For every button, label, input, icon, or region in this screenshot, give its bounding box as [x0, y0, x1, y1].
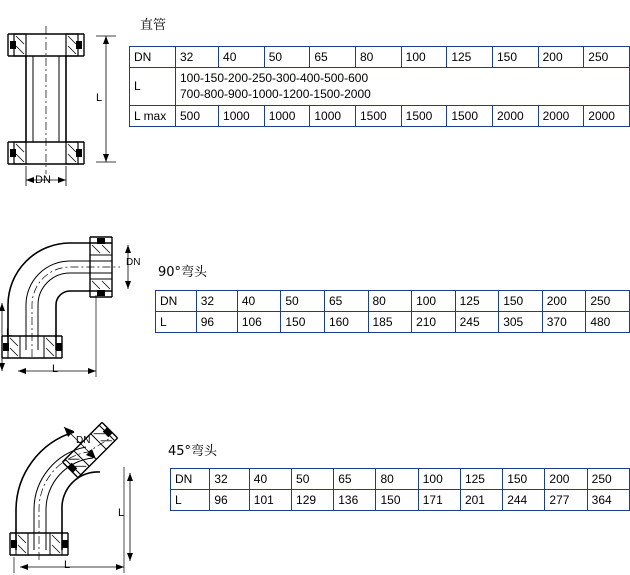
section-title-elbow-90: 90°弯头	[158, 265, 208, 280]
cell-dn-9: 200	[545, 469, 587, 490]
cell-dn-5: 80	[368, 291, 412, 312]
cell-dn-2: 40	[249, 469, 291, 490]
figure-label-length-straight: L	[96, 92, 103, 104]
cell-dn-10: 250	[587, 469, 629, 490]
table-row	[171, 469, 630, 490]
cell-lmax-4: 1000	[310, 105, 356, 126]
row-label-l: L	[130, 68, 176, 105]
cell-l-8: 244	[503, 490, 545, 511]
figure-label-length-h-elbow-45: L	[64, 559, 71, 571]
cell-l-3: 150	[281, 312, 325, 333]
cell-dn-5: 80	[356, 47, 402, 68]
cell-dn-1: 32	[196, 291, 237, 312]
cell-l-5: 150	[376, 490, 418, 511]
cell-dn-3: 50	[264, 47, 310, 68]
cell-dn-1: 32	[210, 469, 249, 490]
table-elbow-90	[155, 290, 630, 333]
cell-l-ranges-line1: 100-150-200-250-300-400-500-600	[179, 71, 369, 86]
table-elbow-45	[170, 468, 630, 511]
row-label-l: L	[156, 312, 197, 333]
figure-elbow-45	[0, 415, 155, 575]
cell-lmax-1: 500	[175, 105, 218, 126]
cell-dn-4: 65	[324, 291, 368, 312]
table-row	[156, 291, 630, 312]
cell-l-4: 136	[334, 490, 376, 511]
cell-l-8: 305	[499, 312, 543, 333]
cell-l-6: 210	[412, 312, 456, 333]
cell-dn-8: 150	[492, 47, 538, 68]
cell-l-ranges	[175, 68, 629, 105]
figure-label-diameter-elbow-90: DN	[126, 257, 141, 268]
cell-dn-7: 125	[447, 47, 493, 68]
cell-dn-4: 65	[334, 469, 376, 490]
cell-lmax-7: 1500	[447, 105, 493, 126]
cell-l-7: 245	[455, 312, 499, 333]
table-straight-pipe	[129, 46, 630, 127]
cell-dn-8: 150	[499, 291, 543, 312]
figure-label-length-h-elbow-90: L	[52, 363, 59, 375]
section-title-elbow-45: 45°弯头	[168, 444, 218, 459]
cell-l-5: 185	[368, 312, 412, 333]
cell-dn-6: 100	[412, 291, 456, 312]
cell-l-1: 96	[196, 312, 237, 333]
figure-label-length-v-elbow-90: L	[6, 327, 13, 339]
cell-dn-2: 40	[219, 47, 265, 68]
cell-l-4: 160	[324, 312, 368, 333]
cell-dn-1: 32	[175, 47, 218, 68]
section-straight-pipe	[0, 0, 630, 200]
cell-l-7: 201	[460, 490, 502, 511]
figure-label-length-v-elbow-45: L	[118, 507, 125, 519]
cell-dn-5: 80	[376, 469, 418, 490]
cell-dn-9: 200	[538, 47, 584, 68]
row-label-l: L	[171, 490, 210, 511]
section-elbow-90	[0, 235, 630, 380]
row-label-dn: DN	[130, 47, 176, 68]
cell-dn-10: 250	[586, 291, 630, 312]
cell-l-3: 129	[292, 490, 334, 511]
table-row	[171, 490, 630, 511]
cell-lmax-8: 2000	[492, 105, 538, 126]
cell-l-ranges-line2: 700-800-900-1000-1200-1500-2000	[179, 87, 371, 102]
cell-dn-3: 50	[292, 469, 334, 490]
cell-dn-10: 250	[584, 47, 630, 68]
figure-straight-pipe	[0, 14, 125, 189]
figure-label-diameter-elbow-45: DN	[76, 435, 91, 446]
cell-lmax-5: 1500	[356, 105, 402, 126]
table-row	[130, 68, 630, 105]
cell-dn-3: 50	[281, 291, 325, 312]
cell-dn-7: 125	[455, 291, 499, 312]
row-label-lmax: L max	[130, 105, 176, 126]
cell-dn-6: 100	[418, 469, 460, 490]
table-row	[156, 312, 630, 333]
row-label-dn: DN	[171, 469, 210, 490]
table-row	[130, 105, 630, 126]
cell-dn-2: 40	[237, 291, 281, 312]
section-title-straight-pipe: 直管	[140, 18, 167, 33]
cell-lmax-10: 2000	[584, 105, 630, 126]
table-row	[130, 47, 630, 68]
cell-dn-9: 200	[542, 291, 586, 312]
cell-l-2: 106	[237, 312, 281, 333]
cell-dn-4: 65	[310, 47, 356, 68]
cell-dn-6: 100	[401, 47, 447, 68]
cell-l-9: 277	[545, 490, 587, 511]
cell-l-10: 364	[587, 490, 629, 511]
cell-l-10: 480	[586, 312, 630, 333]
cell-l-9: 370	[542, 312, 586, 333]
cell-l-1: 96	[210, 490, 249, 511]
figure-label-diameter-straight: DN	[35, 174, 51, 186]
cell-lmax-9: 2000	[538, 105, 584, 126]
cell-l-6: 171	[418, 490, 460, 511]
section-elbow-45	[0, 415, 630, 575]
cell-lmax-3: 1000	[264, 105, 310, 126]
row-label-dn: DN	[156, 291, 197, 312]
cell-lmax-6: 1500	[401, 105, 447, 126]
cell-dn-7: 125	[460, 469, 502, 490]
cell-lmax-2: 1000	[219, 105, 265, 126]
cell-l-2: 101	[249, 490, 291, 511]
cell-dn-8: 150	[503, 469, 545, 490]
figure-elbow-90	[0, 235, 150, 380]
